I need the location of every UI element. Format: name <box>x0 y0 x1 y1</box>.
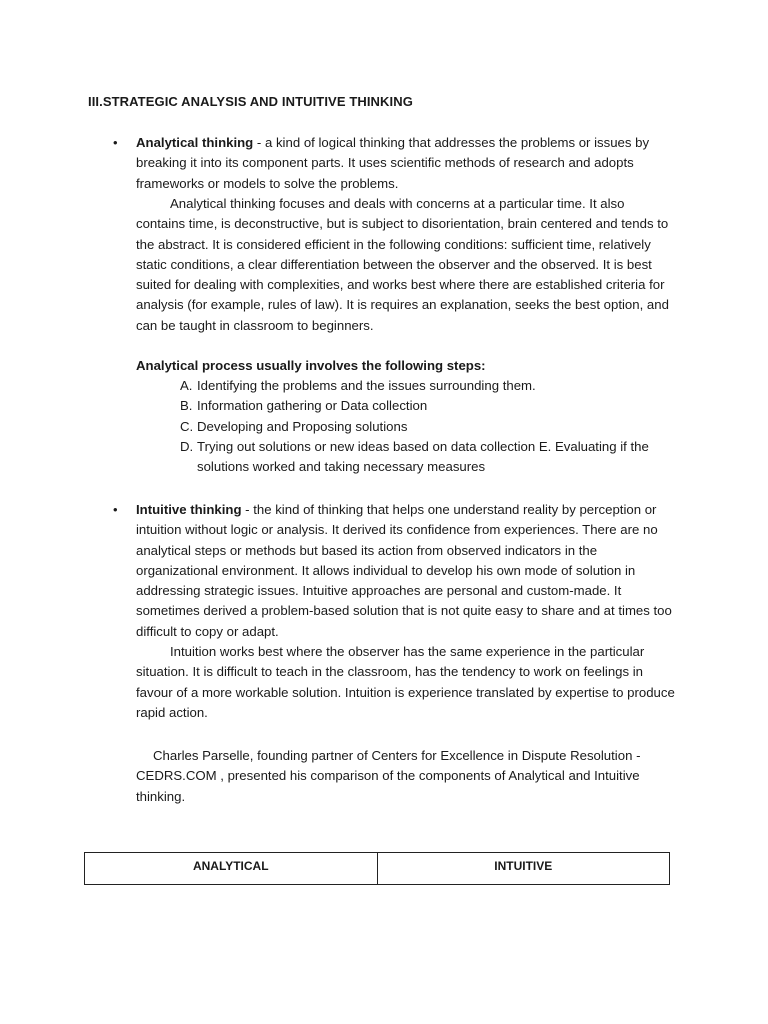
intuitive-paragraph: Intuition works best where the observer has the same experience in the particular situation. It is difficult to teach in the classroom, has the tendency to work on feelings in favour of a more workable solution. Intuition is experience translated by expertise to produce rapid action. <box>136 644 675 720</box>
analytical-paragraph: Analytical thinking focuses and deals with concerns at a particular time. It also contains time, is deconstructive, but is subject to disorientation, brain centered and tends to the abstract. It is considered efficient in the following conditions: sufficient time, relatively static conditions, a clear differentiation between the observer and the observed. It is best suited for dealing with complexities, and works best where there are established criteria for analysis (for example, rules of law). It is requires an explanation, seeks the best option, and can be taught in classroom to beginners. <box>136 196 669 333</box>
bullet-analytical: • <box>113 135 118 150</box>
process-step <box>180 376 680 396</box>
analytical-term: Analytical thinking <box>136 135 254 150</box>
intuitive-definition <box>136 500 676 642</box>
analytical-definition <box>136 133 676 194</box>
process-steps-list <box>180 376 680 477</box>
bullet-intuitive: • <box>113 502 118 517</box>
step-text: Trying out solutions or new ideas based on data collection E. Evaluating if the solutions worked and taking necessary measures <box>197 438 649 475</box>
step-letter: A. <box>180 378 193 393</box>
process-step <box>180 437 680 478</box>
table-header-intuitive: INTUITIVE <box>377 853 670 884</box>
analytical-definition-text: - a kind of logical thinking that addresses the problems or issues by breaking it into its component parts. It uses scientific methods of research and adopts frameworks or models to solve the problems. <box>136 135 650 191</box>
step-letter: B. <box>180 398 193 414</box>
intuitive-term: Intuitive thinking <box>136 502 242 517</box>
step-letter: D. <box>180 438 194 454</box>
step-text: Developing and Proposing solutions <box>197 418 408 434</box>
process-step <box>180 396 680 416</box>
parselle-paragraph: Charles Parselle, founding partner of Centers for Excellence in Dispute Resolution - CEDRS.COM , presented his comparison of the components of Analytical and Intuitive thinking. <box>136 748 641 804</box>
step-text: Information gathering or Data collection <box>197 398 428 414</box>
process-heading: Analytical process usually involves the following steps: <box>136 358 486 373</box>
comparison-table <box>84 852 670 885</box>
step-letter: C. <box>180 418 194 434</box>
table-header-analytical: ANALYTICAL <box>192 859 269 873</box>
intuitive-definition-text: - the kind of thinking that helps one understand reality by perception or intuition without logic or analysis. It derived its confidence from experiences. There are no analytical steps or methods but based its action from observed indicators in the organizational environment. It allows individual to develop his own mode of solution in addressing strategic issues. Intuitive approaches are personal and custom-made. It sometimes derived a problem-based solution that is not quite easy to share and at times too difficult to copy or adapt. <box>136 502 672 639</box>
process-step <box>180 417 680 437</box>
section-heading: III.STRATEGIC ANALYSIS AND INTUITIVE THINKING <box>88 94 413 109</box>
step-text: Identifying the problems and the issues surrounding them. <box>197 378 536 393</box>
